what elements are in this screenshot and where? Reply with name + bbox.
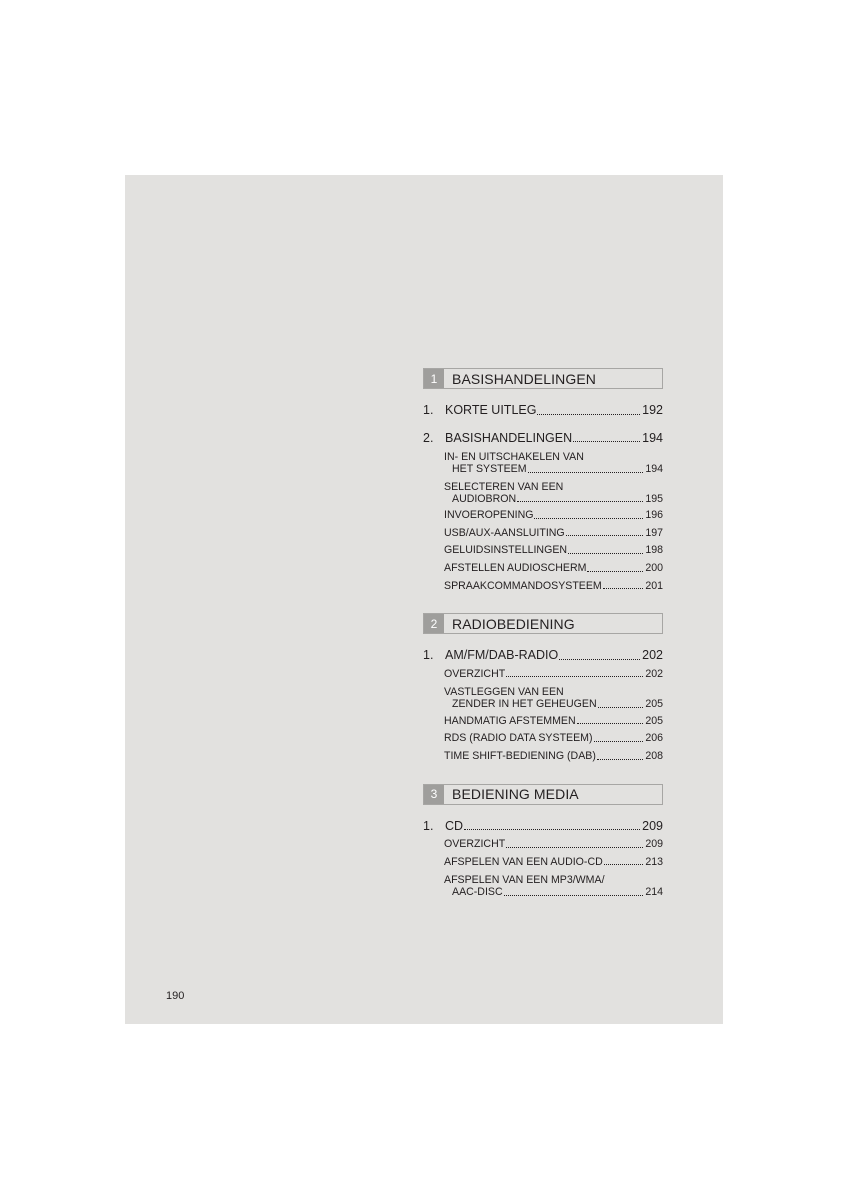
page-ref: 198 bbox=[645, 544, 663, 557]
section-header-2[interactable] bbox=[423, 613, 663, 634]
page-ref: 194 bbox=[642, 430, 663, 445]
page-ref: 197 bbox=[645, 526, 663, 539]
page-ref: 194 bbox=[645, 463, 663, 475]
page-ref: 202 bbox=[645, 667, 663, 680]
leader-dots bbox=[603, 588, 644, 589]
toc-item[interactable]: INVOEROPENING 196 bbox=[444, 509, 663, 522]
leader-dots bbox=[598, 707, 644, 708]
chapter-title: AM/FM/DAB-RADIO bbox=[445, 648, 559, 663]
toc-item[interactable]: HANDMATIG AFSTEMMEN 205 bbox=[444, 714, 663, 727]
toc-item[interactable]: USB/AUX-AANSLUITING 197 bbox=[444, 526, 663, 539]
section-number: 2 bbox=[424, 614, 444, 633]
page-ref: 208 bbox=[645, 750, 663, 763]
toc-item[interactable]: AFSPELEN VAN EEN AUDIO-CD 213 bbox=[444, 855, 663, 868]
page-ref: 195 bbox=[645, 492, 663, 505]
page-ref: 205 bbox=[645, 714, 663, 727]
toc-item[interactable]: TIME SHIFT-BEDIENING (DAB) 208 bbox=[444, 750, 663, 763]
leader-dots bbox=[573, 441, 640, 442]
toc-item[interactable]: OVERZICHT 202 bbox=[444, 667, 663, 680]
leader-dots bbox=[568, 553, 643, 554]
chapter-title: KORTE UITLEG bbox=[445, 403, 537, 417]
leader-dots bbox=[577, 723, 644, 724]
leader-dots bbox=[566, 535, 644, 536]
page-ref: 201 bbox=[645, 579, 663, 592]
toc-item[interactable]: AFSTELLEN AUDIOSCHERM 200 bbox=[444, 561, 663, 574]
section-title: RADIOBEDIENING bbox=[452, 615, 575, 632]
leader-dots bbox=[534, 518, 643, 519]
toc-item[interactable]: OVERZICHT 209 bbox=[444, 838, 663, 851]
leader-dots bbox=[537, 414, 640, 415]
page-ref: 209 bbox=[645, 838, 663, 851]
toc-chapter[interactable]: 1. AM/FM/DAB-RADIO 202 bbox=[423, 648, 663, 663]
chapter-title: BASISHANDELINGEN bbox=[445, 430, 573, 445]
toc-chapter[interactable]: 1. KORTE UITLEG 192 bbox=[423, 403, 663, 417]
toc-item[interactable]: SPRAAKCOMMANDOSYSTEEM 201 bbox=[444, 579, 663, 592]
leader-dots bbox=[597, 759, 643, 760]
toc-item[interactable]: AFSPELEN VAN EEN MP3/WMA/ AAC-DISC 214 bbox=[444, 874, 663, 899]
toc-chapter[interactable]: 1. CD 209 bbox=[423, 818, 663, 833]
page-sheet bbox=[125, 175, 723, 1024]
page-number: 190 bbox=[166, 990, 185, 1002]
page-ref: 209 bbox=[642, 818, 663, 833]
leader-dots bbox=[464, 829, 640, 830]
leader-dots bbox=[517, 501, 643, 502]
page-ref: 206 bbox=[645, 732, 663, 745]
page-ref: 205 bbox=[645, 698, 663, 711]
leader-dots bbox=[528, 472, 644, 473]
toc-item[interactable]: RDS (RADIO DATA SYSTEEM) 206 bbox=[444, 732, 663, 745]
section-header-1[interactable] bbox=[423, 368, 663, 389]
section-header-3[interactable] bbox=[423, 784, 663, 805]
leader-dots bbox=[594, 741, 644, 742]
section-title: BEDIENING MEDIA bbox=[452, 786, 579, 803]
table-of-contents bbox=[423, 368, 663, 898]
toc-item[interactable]: IN- EN UITSCHAKELEN VAN HET SYSTEEM 194 bbox=[444, 451, 663, 475]
page-ref: 196 bbox=[645, 509, 663, 522]
chapter-title: CD bbox=[445, 818, 464, 833]
leader-dots bbox=[506, 847, 643, 848]
leader-dots bbox=[504, 895, 644, 896]
page-ref: 214 bbox=[645, 886, 663, 899]
leader-dots bbox=[604, 864, 644, 865]
section-number: 1 bbox=[424, 369, 444, 388]
leader-dots bbox=[506, 676, 643, 677]
section-number: 3 bbox=[424, 785, 444, 804]
toc-item[interactable]: VASTLEGGEN VAN EEN ZENDER IN HET GEHEUGEN 205 bbox=[444, 686, 663, 711]
leader-dots bbox=[559, 659, 640, 660]
page-ref: 213 bbox=[645, 855, 663, 868]
page-ref: 192 bbox=[642, 403, 663, 417]
toc-item[interactable]: SELECTEREN VAN EEN AUDIOBRON 195 bbox=[444, 480, 663, 505]
toc-item[interactable]: GELUIDSINSTELLINGEN 198 bbox=[444, 544, 663, 557]
page-ref: 200 bbox=[645, 561, 663, 574]
page-ref: 202 bbox=[642, 648, 663, 663]
section-title: BASISHANDELINGEN bbox=[452, 370, 596, 387]
leader-dots bbox=[587, 571, 643, 572]
toc-chapter[interactable]: 2. BASISHANDELINGEN 194 bbox=[423, 430, 663, 445]
